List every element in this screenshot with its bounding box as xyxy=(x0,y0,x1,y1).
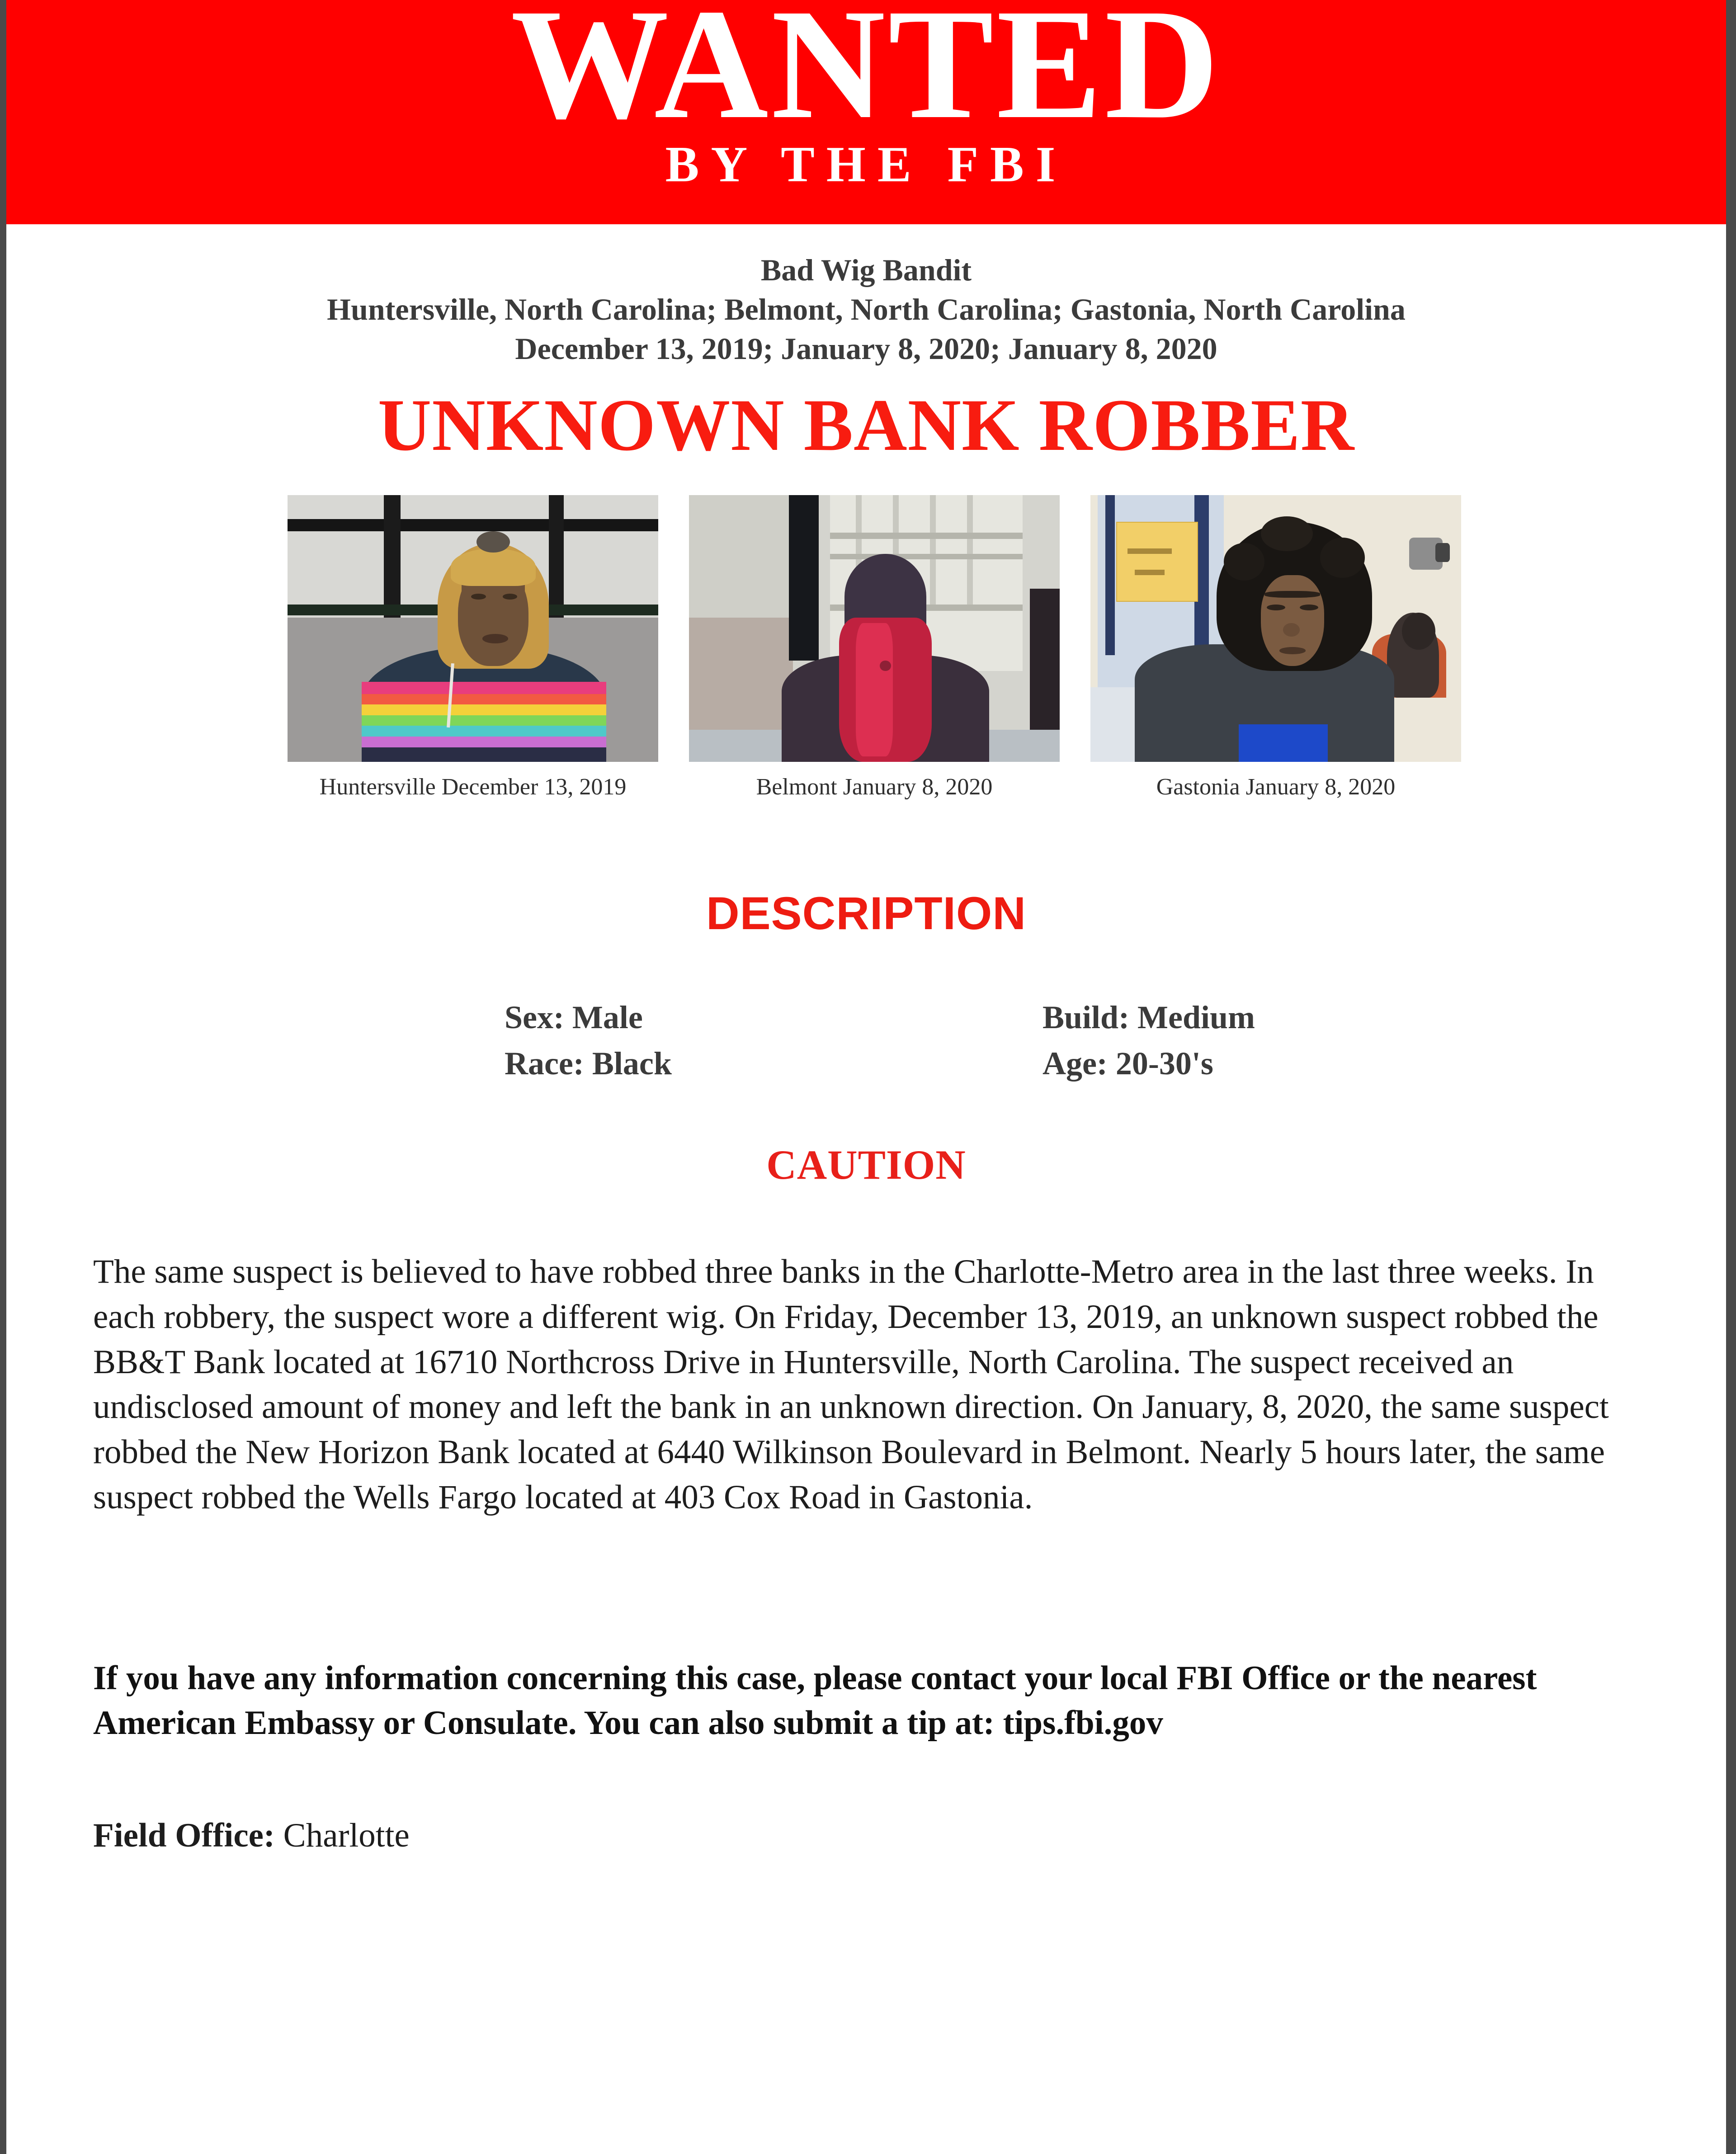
description-sex: Sex: Male xyxy=(504,999,643,1035)
page-title: UNKNOWN BANK ROBBER xyxy=(377,384,1355,467)
banner-by-the-fbi: BY THE FBI xyxy=(665,137,1067,193)
photo-caption-huntersville: Huntersville December 13, 2019 xyxy=(319,774,627,800)
surveillance-photo-gastonia xyxy=(1090,495,1461,762)
description-build: Build: Medium xyxy=(1042,999,1255,1035)
photo-cell-huntersville xyxy=(288,495,658,803)
photo-caption-gastonia: Gastonia January 8, 2020 xyxy=(1156,774,1396,800)
description-column-left xyxy=(505,994,1043,1086)
contact-instructions: If you have any information concerning this case, please contact your local FBI Office or the nearest American Embassy or Consulate. You can also submit a tip at: tips.fbi.gov xyxy=(93,1659,1537,1742)
description-age: Age: 20-30's xyxy=(1042,1045,1213,1082)
section-heading-caution: CAUTION xyxy=(766,1142,966,1188)
photo-caption-belmont: Belmont January 8, 2020 xyxy=(756,774,993,800)
photo-cell-belmont xyxy=(689,495,1060,803)
caution-narrative: The same suspect is believed to have robbed three banks in the Charlotte-Metro area in the last three weeks. In each robbery, the suspect wore a different wig. On Friday, December 13, 2019, an unknown suspect robbed the BB&T Bank located at 16710 Northcross Drive in Huntersville, North Carolina. The suspect received an undisclosed amount of money and left the bank in an unknown direction. On January, 8, 2020, the same suspect robbed the New Horizon Bank located at 6440 Wilkinson Boulevard in Belmont. Nearly 5 hours later, the same suspect robbed the Wells Fargo located at 403 Cox Road in Gastonia. xyxy=(93,1253,1609,1516)
surveillance-photo-huntersville xyxy=(288,495,658,762)
surveillance-photo-belmont xyxy=(689,495,1060,762)
description-race: Race: Black xyxy=(504,1045,672,1082)
surveillance-photo-row xyxy=(6,495,1726,803)
section-heading-description: DESCRIPTION xyxy=(706,887,1027,939)
incident-dates: December 13, 2019; January 8, 2020; January 8, 2020 xyxy=(515,331,1217,366)
case-meta xyxy=(6,250,1726,368)
incident-locations: Huntersville, North Carolina; Belmont, North Carolina; Gastonia, North Carolina xyxy=(327,292,1406,327)
description-fields xyxy=(6,994,1726,1086)
description-column-right xyxy=(1043,994,1255,1086)
suspect-alias: Bad Wig Bandit xyxy=(760,253,972,287)
poster-banner xyxy=(6,0,1726,224)
field-office-value: Charlotte xyxy=(283,1817,410,1855)
field-office-label: Field Office: xyxy=(93,1817,275,1855)
banner-wanted-title: WANTED xyxy=(510,0,1222,151)
photo-cell-gastonia xyxy=(1090,495,1461,803)
field-office-line xyxy=(93,1814,1630,1858)
